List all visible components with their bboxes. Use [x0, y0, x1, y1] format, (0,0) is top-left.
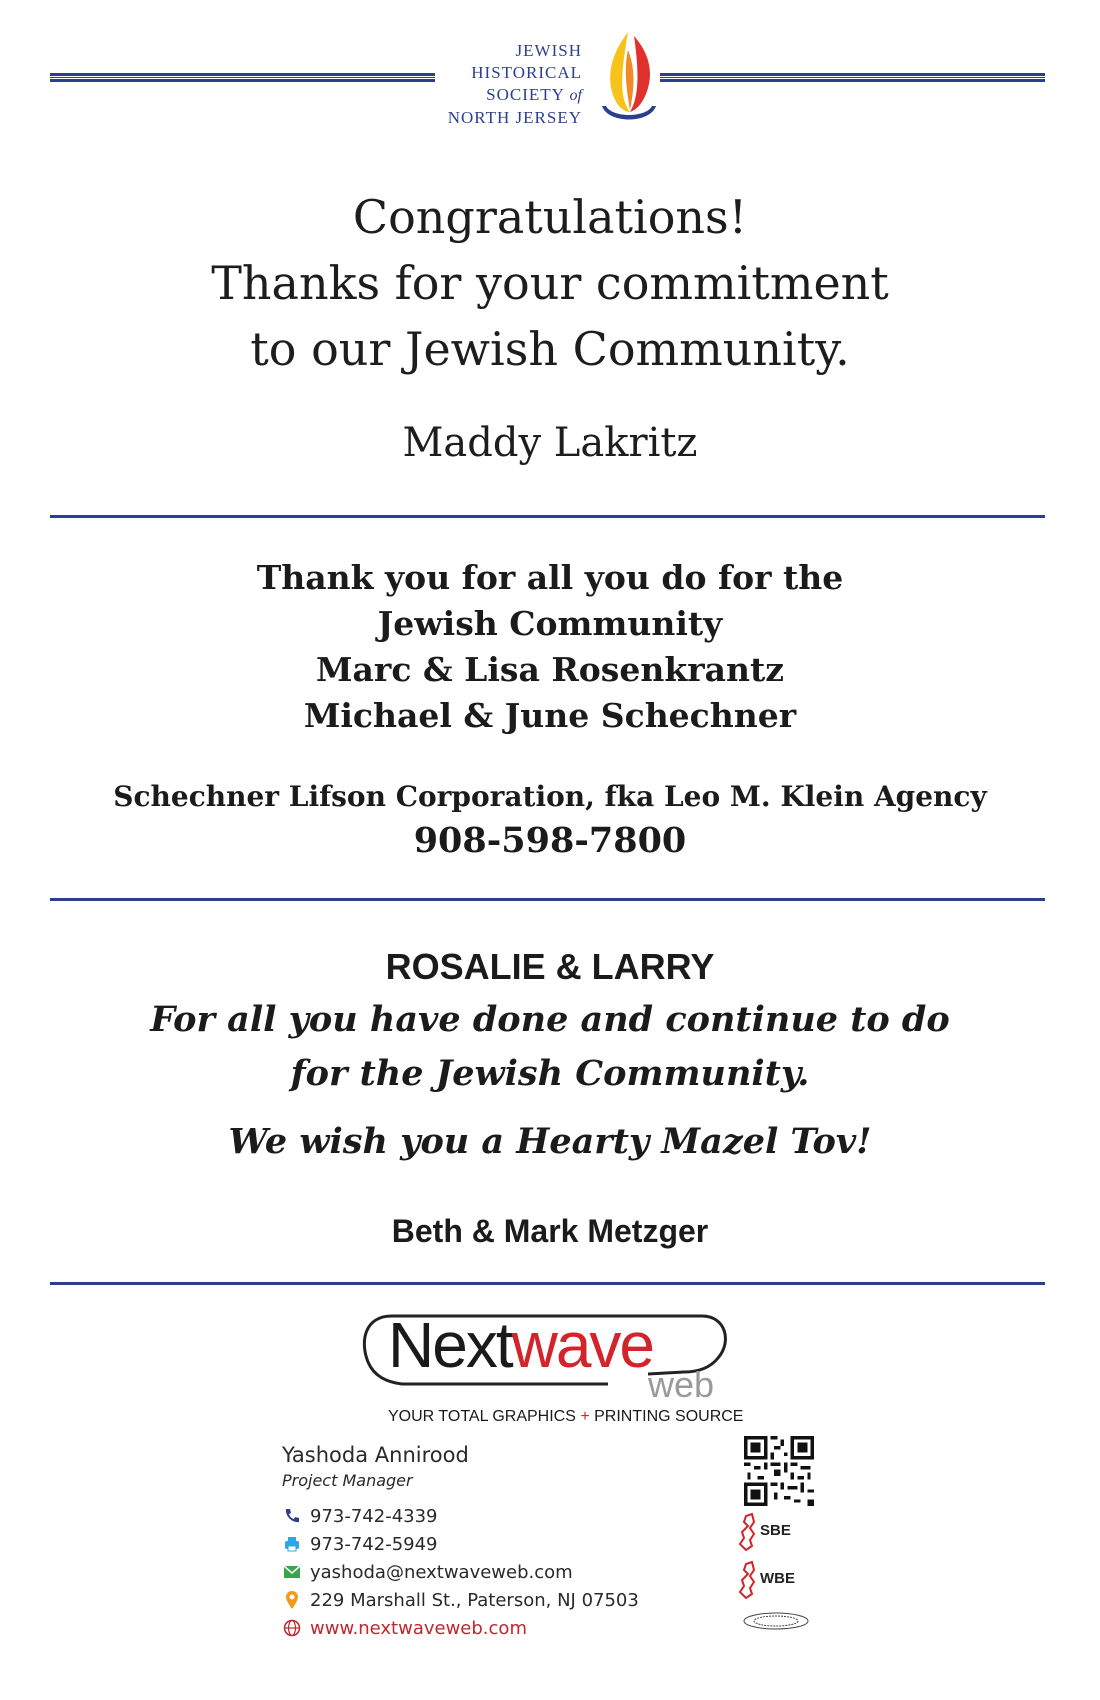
ad2-line-1: Thank you for all you do for the: [256, 558, 844, 597]
contact-fax-row: [282, 1530, 702, 1558]
wbe-badge: [738, 1560, 818, 1600]
ad1-line-3: to our Jewish Community.: [250, 322, 850, 376]
ad1-signature: Maddy Lakritz: [402, 420, 698, 466]
sbe-label: SBE: [760, 1522, 791, 1539]
divider-3: [50, 1282, 1045, 1285]
wbe-label: WBE: [760, 1570, 795, 1587]
ad2-line-3: Marc & Lisa Rosenkrantz: [316, 650, 784, 689]
contact-name: Yashoda Annirood: [282, 1443, 469, 1467]
flame-logo-icon: [598, 28, 660, 128]
contact-website-row: [282, 1614, 702, 1642]
logo-line-2: HISTORICAL: [471, 63, 582, 82]
certification-seal-icon: [742, 1610, 810, 1632]
contact-address: 229 Marshall St., Paterson, NJ 07503: [310, 1589, 639, 1611]
fax-icon: [282, 1534, 302, 1554]
logo-line-4: NORTH JERSEY: [447, 108, 582, 127]
ad3-line-2: for the Jewish Community.: [290, 1053, 810, 1094]
logo-line-1: JEWISH: [515, 41, 582, 60]
contact-phone[interactable]: 973-742-4339: [310, 1505, 438, 1527]
divider-1: [50, 515, 1045, 518]
brand-web: web: [648, 1364, 715, 1405]
contact-title: Project Manager: [282, 1471, 413, 1490]
ad1-message: [0, 184, 1100, 382]
globe-icon: [282, 1618, 302, 1638]
contact-email[interactable]: yashoda@nextwaveweb.com: [310, 1561, 573, 1583]
contact-email-row: [282, 1558, 702, 1586]
nextwave-logo: [388, 1310, 653, 1380]
ad2-line-2: Jewish Community: [377, 604, 723, 643]
qr-code-icon[interactable]: [744, 1436, 814, 1506]
ad3-line-1: For all you have done and continue to do: [150, 999, 950, 1040]
header-rule-left: [50, 73, 435, 82]
email-icon: [282, 1562, 302, 1582]
brand-next: Next: [388, 1309, 512, 1381]
ad3-message: [0, 993, 1100, 1101]
phone-icon: [282, 1506, 302, 1526]
sbe-badge: [738, 1512, 818, 1552]
location-icon: [282, 1590, 302, 1610]
ad3-heading: ROSALIE & LARRY: [385, 946, 715, 987]
header-rule-right: [660, 73, 1045, 82]
nextwave-tagline: YOUR TOTAL GRAPHICS + PRINTING SOURCE: [388, 1408, 744, 1425]
contact-card: [282, 1440, 702, 1642]
contact-address-row: [282, 1586, 702, 1614]
ad2-message: [0, 555, 1100, 739]
contact-phone-row: [282, 1502, 702, 1530]
contact-website-link[interactable]: www.nextwaveweb.com: [310, 1617, 527, 1639]
logo-of: of: [569, 87, 582, 104]
contact-fax[interactable]: 973-742-5949: [310, 1533, 438, 1555]
logo-line-3: SOCIETY: [486, 85, 565, 104]
ad1-line-1: Congratulations!: [352, 190, 748, 244]
ad3-signature: Beth & Mark Metzger: [391, 1213, 709, 1249]
ad2-company: Schechner Lifson Corporation, fka Leo M. Klein Agency: [113, 780, 987, 813]
society-logo-text: [412, 40, 582, 129]
ad2-phone: 908-598-7800: [413, 820, 687, 861]
brand-wave: wave: [511, 1309, 653, 1381]
ad3-wish: We wish you a Hearty Mazel Tov!: [228, 1121, 872, 1162]
divider-2: [50, 898, 1045, 901]
ad1-line-2: Thanks for your commitment: [211, 256, 889, 310]
ad2-line-4: Michael & June Schechner: [303, 696, 797, 735]
